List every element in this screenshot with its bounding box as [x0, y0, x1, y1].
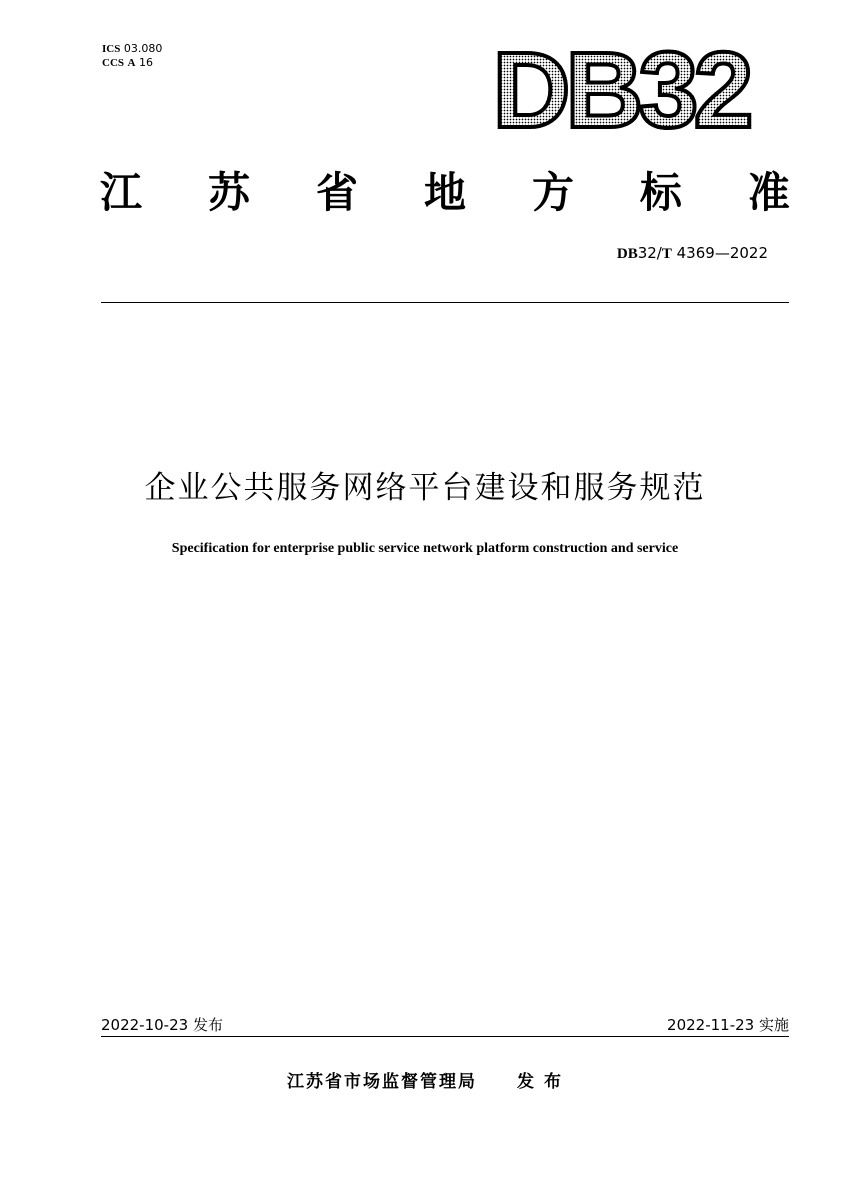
- implementation-date: 2022-11-23 实施: [667, 1016, 789, 1034]
- document-title-en: Specification for enterprise public service network platform construction and service: [171, 541, 679, 556]
- title-char: 标: [639, 168, 682, 217]
- title-char: 江: [100, 168, 143, 217]
- standard-number: DB32/T 4369—2022: [616, 244, 768, 262]
- title-char: 省: [315, 168, 358, 217]
- title-char: 苏: [207, 168, 250, 217]
- ics-code: ICS 03.080: [102, 42, 163, 55]
- document-title-cn: 企业公共服务网络平台建设和服务规范: [144, 470, 706, 506]
- standard-category-title: [100, 160, 790, 220]
- publish-action: 发 布: [517, 1072, 563, 1092]
- title-char: 地: [423, 168, 466, 217]
- db32-logo: DB32: [488, 40, 753, 140]
- title-char: 方: [531, 168, 574, 217]
- publisher-name: 江苏省市场监督管理局: [287, 1072, 478, 1092]
- top-divider: [101, 302, 789, 303]
- ccs-code: CCS A 16: [102, 56, 153, 69]
- classification-codes: [102, 42, 162, 70]
- title-char: 准: [747, 168, 790, 217]
- publisher-line: [0, 1067, 850, 1092]
- bottom-divider: [101, 1036, 789, 1037]
- issue-date: 2022-10-23 发布: [101, 1016, 223, 1034]
